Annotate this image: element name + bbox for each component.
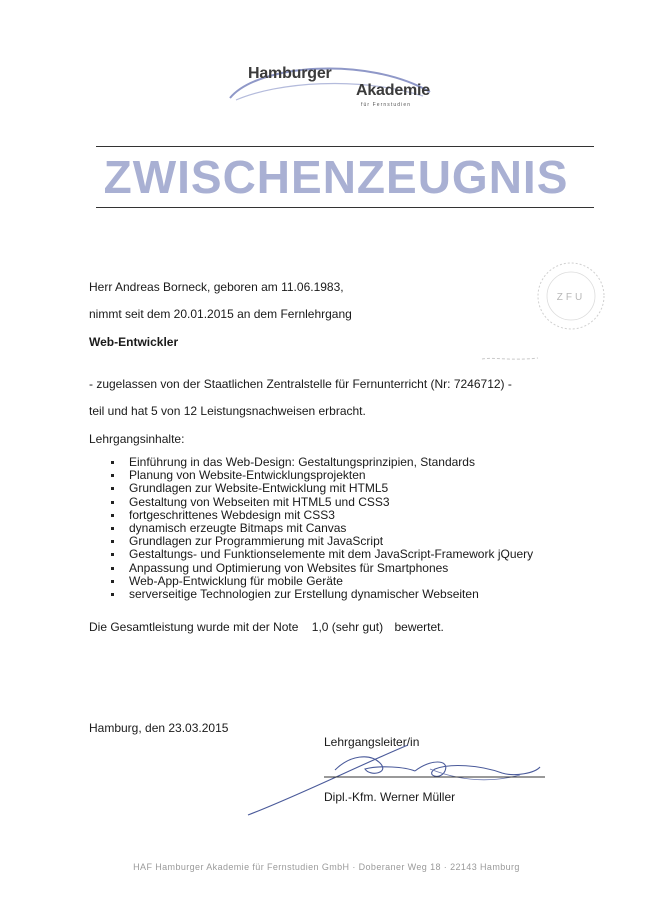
- signature-scribble: [240, 725, 550, 825]
- logo-subtitle: für Fernstudien: [361, 102, 412, 108]
- grade-suffix: bewertet.: [394, 620, 444, 634]
- logo: [218, 46, 448, 116]
- enrollment-line: nimmt seit dem 20.01.2015 an dem Fernlehrgang: [89, 307, 352, 321]
- scan-mark: [480, 356, 540, 362]
- list-item: Einführung in das Web-Design: Gestaltungsprinzipien, Standards: [111, 456, 533, 469]
- list-item: Anpassung und Optimierung von Websites für Smartphones: [111, 562, 533, 575]
- document-title: ZWISCHENZEUGNIS: [103, 151, 569, 203]
- place-date: Hamburg, den 23.03.2015: [89, 721, 229, 735]
- accreditation-line: - zugelassen von der Staatlichen Zentralstelle für Fernunterricht (Nr: 7246712) -: [89, 377, 512, 391]
- grade-value: 1,0 (sehr gut): [311, 620, 384, 634]
- title-rule-bottom: [96, 207, 594, 208]
- list-item: Gestaltungs- und Funktionselemente mit dem JavaScript-Framework jQuery: [111, 548, 533, 561]
- logo-word-akademie: Akademie: [356, 82, 430, 99]
- list-item: Planung von Website-Entwicklungsprojekten: [111, 469, 533, 482]
- logo-word-hamburger: Hamburger: [248, 65, 332, 82]
- list-item: Gestaltung von Webseiten mit HTML5 und CSS3: [111, 496, 533, 509]
- signature-role: Lehrgangsleiter/in: [324, 735, 420, 749]
- list-item: Grundlagen zur Website-Entwicklung mit HTML5: [111, 482, 533, 495]
- zfu-seal: [535, 260, 607, 332]
- list-item: Grundlagen zur Programmierung mit JavaScript: [111, 535, 533, 548]
- course-name: Web-Entwickler: [89, 335, 179, 349]
- list-item: Web-App-Entwicklung für mobile Geräte: [111, 575, 533, 588]
- footer-address: HAF Hamburger Akademie für Fernstudien GmbH · Doberaner Weg 18 · 22143 Hamburg: [133, 862, 520, 872]
- title-rule-top: [96, 146, 594, 147]
- contents-list: [111, 456, 533, 601]
- list-item: serverseitige Technologien zur Erstellung dynamischer Webseiten: [111, 588, 533, 601]
- signatory-name: Dipl.-Kfm. Werner Müller: [324, 790, 456, 804]
- grade-prefix: Die Gesamtleistung wurde mit der Note: [89, 620, 299, 634]
- seal-text: ZFU: [556, 292, 586, 303]
- list-item: fortgeschrittenes Webdesign mit CSS3: [111, 509, 533, 522]
- list-item: dynamisch erzeugte Bitmaps mit Canvas: [111, 522, 533, 535]
- grade-line: [89, 620, 444, 634]
- contents-heading: Lehrgangsinhalte:: [89, 432, 185, 446]
- student-line: Herr Andreas Borneck, geboren am 11.06.1983,: [89, 280, 344, 294]
- progress-line: teil und hat 5 von 12 Leistungsnachweisen erbracht.: [89, 404, 366, 418]
